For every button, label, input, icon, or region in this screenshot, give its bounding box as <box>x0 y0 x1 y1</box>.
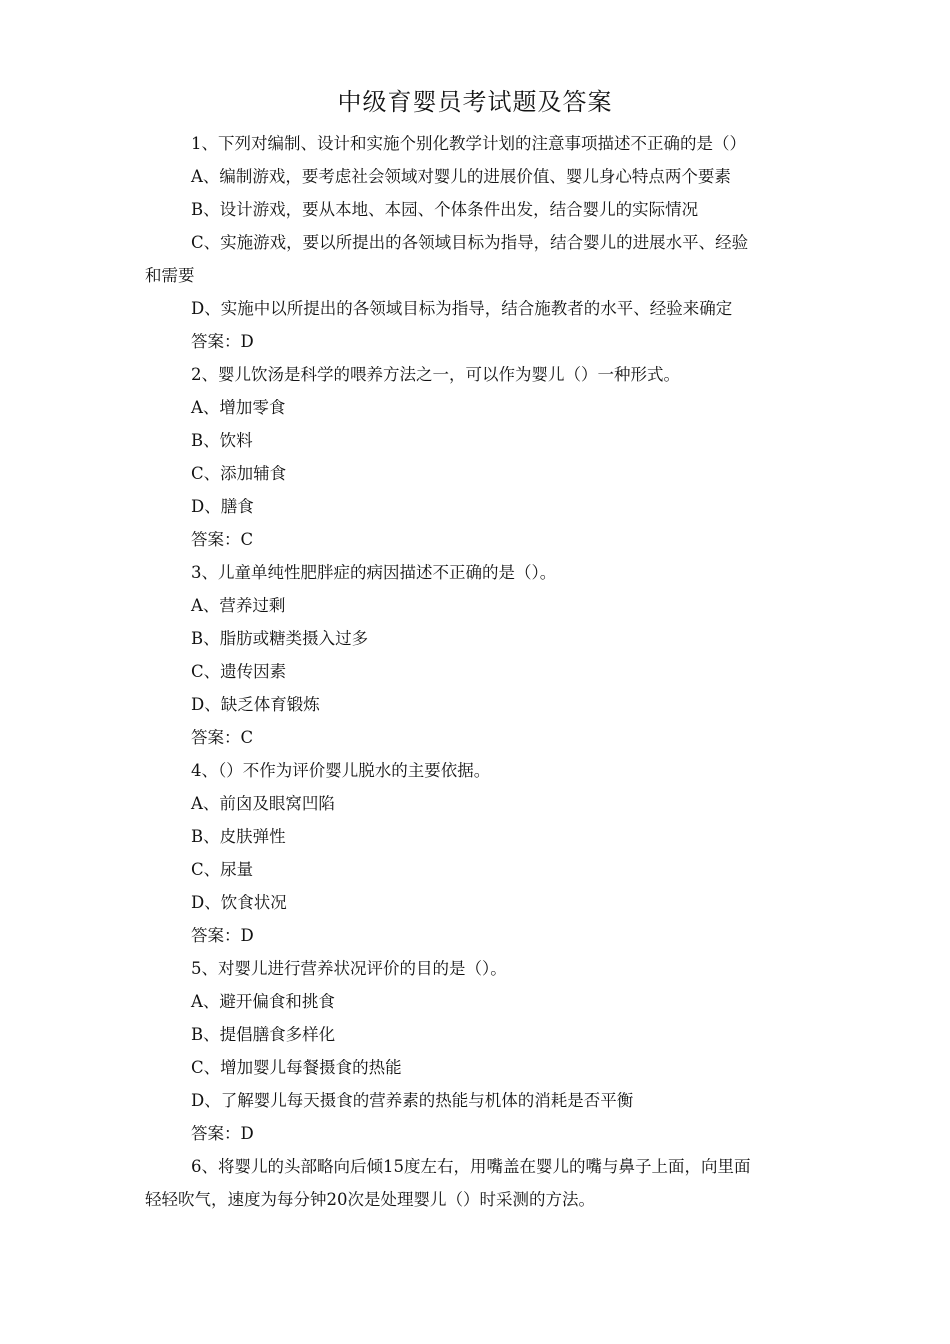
question-4-option-a: A、前囟及眼窝凹陷 <box>191 794 335 813</box>
question-2-option-a: A、增加零食 <box>191 398 286 417</box>
question-2-option-c: C、添加辅食 <box>191 464 287 483</box>
document-title: 中级育婴员考试题及答案 <box>337 88 613 116</box>
question-4-option-d: D、饮食状况 <box>191 893 287 912</box>
question-3-option-c: C、遗传因素 <box>191 662 287 681</box>
question-5-option-b: B、提倡膳食多样化 <box>191 1025 336 1044</box>
question-2-answer: 答案：C <box>191 530 254 549</box>
question-5-stem: 5、对婴儿进行营养状况评价的目的是（）。 <box>191 959 507 978</box>
question-1-option-b: B、设计游戏，要从本地、本园、个体条件出发，结合婴儿的实际情况 <box>191 200 699 219</box>
document-body <box>145 127 810 1216</box>
question-1-option-d: D、实施中以所提出的各领域目标为指导，结合施教者的水平、经验来确定 <box>191 299 733 318</box>
question-2-option-d: D、膳食 <box>191 497 254 516</box>
question-4-answer: 答案：D <box>191 926 254 945</box>
question-4-option-c: C、尿量 <box>191 860 254 879</box>
question-4-stem: 4、（）不作为评价婴儿脱水的主要依据。 <box>191 761 491 780</box>
question-5-option-c: C、增加婴儿每餐摄食的热能 <box>191 1058 402 1077</box>
question-3-option-d: D、缺乏体育锻炼 <box>191 695 320 714</box>
question-3-answer: 答案：C <box>191 728 254 747</box>
question-5-option-d: D、了解婴儿每天摄食的营养素的热能与机体的消耗是否平衡 <box>191 1091 634 1110</box>
question-4-option-b: B、皮肤弹性 <box>191 827 286 846</box>
question-3-option-b: B、脂肪或糖类摄入过多 <box>191 629 369 648</box>
question-2-option-b: B、饮料 <box>191 431 253 450</box>
question-1-stem: 1、下列对编制、设计和实施个别化教学计划的注意事项描述不正确的是（） <box>191 134 746 153</box>
question-3-stem: 3、儿童单纯性肥胖症的病因描述不正确的是（）。 <box>191 563 557 582</box>
question-5-answer: 答案：D <box>191 1124 254 1143</box>
question-2-stem: 2、婴儿饮汤是科学的喂养方法之一，可以作为婴儿（）一种形式。 <box>191 365 680 384</box>
question-3-option-a: A、营养过剩 <box>191 596 286 615</box>
question-1-option-c: C、实施游戏，要以所提出的各领域目标为指导，结合婴儿的进展水平、经验 <box>191 233 749 252</box>
question-1-option-c-continued: 和需要 <box>145 266 195 285</box>
question-5-option-a: A、避开偏食和挑食 <box>191 992 335 1011</box>
question-1-option-a: A、编制游戏，要考虑社会领域对婴儿的进展价值、婴儿身心特点两个要素 <box>191 167 731 186</box>
question-1-answer: 答案：D <box>191 332 254 351</box>
question-6-stem-continued: 轻轻吹气，速度为每分钟20次是处理婴儿（）时采测的方法。 <box>145 1190 595 1209</box>
question-6-stem: 6、将婴儿的头部略向后倾15度左右，用嘴盖在婴儿的嘴与鼻子上面，向里面 <box>191 1157 751 1176</box>
